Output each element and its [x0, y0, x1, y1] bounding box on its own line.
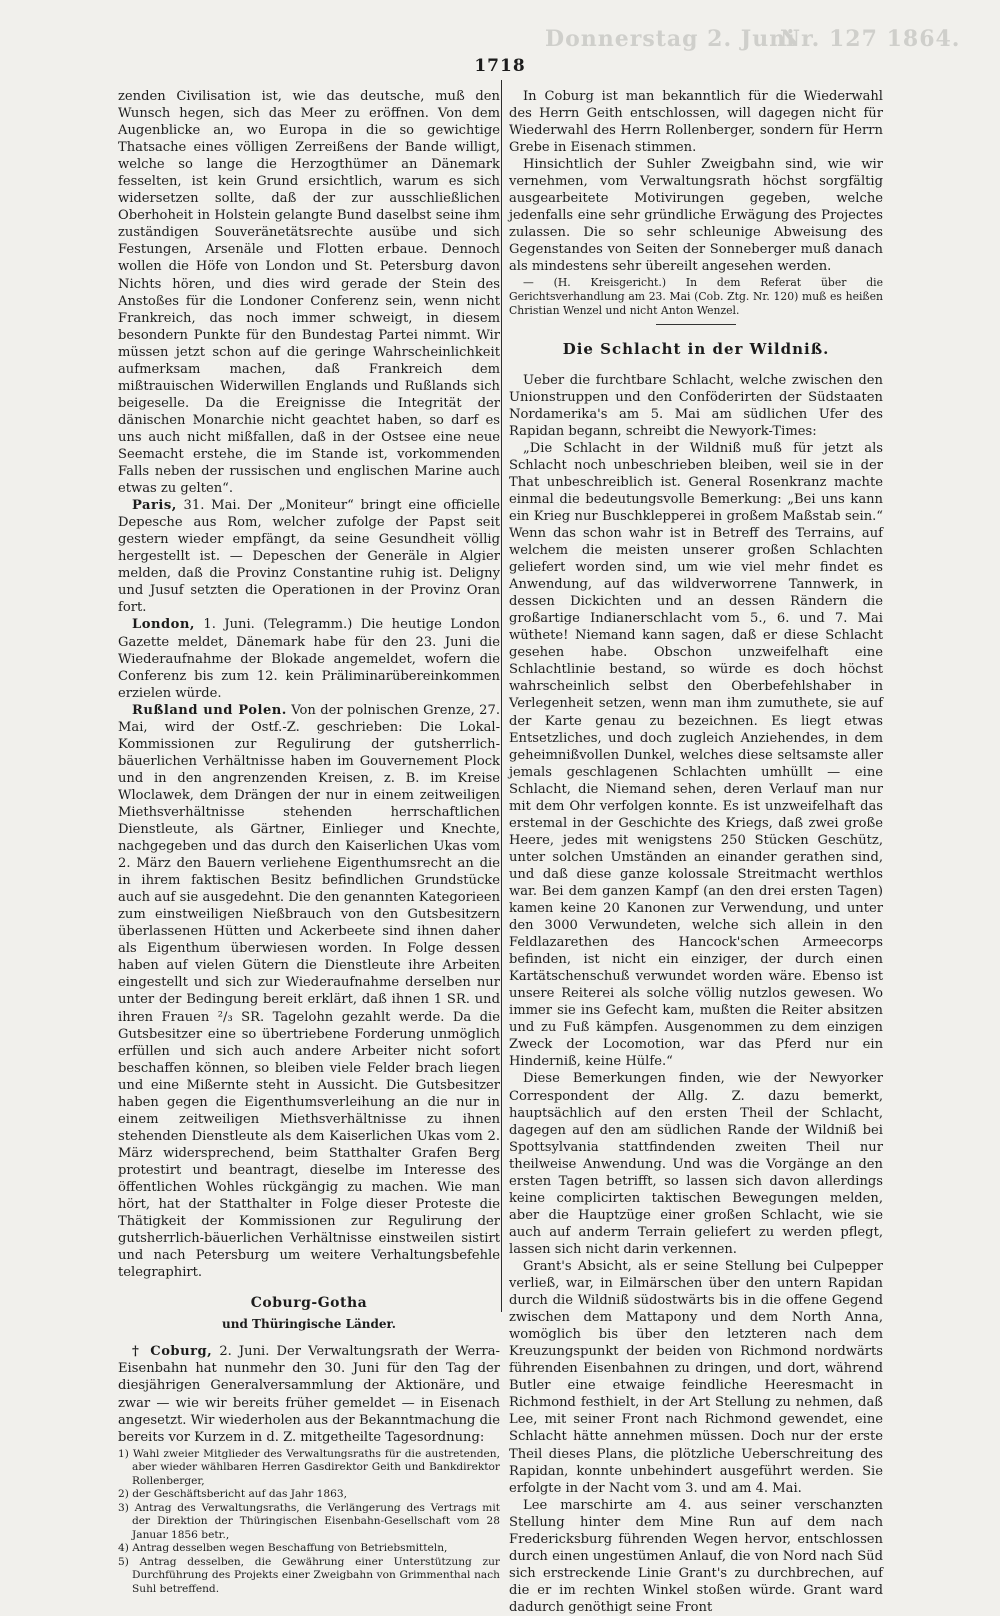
article-paragraph: Hinsichtlich der Suhler Zweigbahn sind, wie wir vernehmen, vom Verwaltungsrath höchst sorgfältig ausgearbeitete Motivirungen gegeben, welche jedenfalls eine sehr gründliche Erwägung des Projectes zulassen. Die so sehr schleunige Abweisung des Gegenstandes von Seiten der Sonneberger muß danach als mindestens sehr übereilt angesehen werden.	[509, 157, 883, 275]
report-text: Von der polnischen Grenze, 27. Mai, wird der Ostf.-Z. geschrieben: Die Lokal-Kommissionen zur Regulirung der gutsherrlich-bäuerlichen Verhältnisse haben im Gouvernement Plock und in den angrenzenden Kreisen, z. B. im Kreise Wloclawek, dem Drängen der nur in einem zeitweiligen Miethsverhältnisse stehenden herrschaftlichen Dienstleute, als Gärtner, Einlieger und Knechte, nachgegeben und das durch den Kaiserlichen Ukas vom 2. März den Bauern verliehene Eigenthumsrecht an die in ihrem faktischen Besitz befindlichen Grundstücke auch auf sie ausgedehnt. Die den genannten Kategorieen zum einstweiligen Nießbrauch von den Gutsbesitzern überlassenen Hütten und Ackerbeete sind ihnen daher als Eigenthum überwiesen worden. In Folge dessen haben auf vielen Gütern die Dienstleute ihre Arbeiten eingestellt und sich zur Wiederaufnahme derselben nur unter der Bedingung bereit erklärt, daß ihnen 1 SR. und ihren Frauen ²/₃ SR. Tagelohn gezahlt werde. Da die Gutsbesitzer eine so übertriebene Forderung unmöglich erfüllen und sich auch andere Arbeiter nicht sofort beschaffen können, so bleiben viele Felder brach liegen und eine Mißernte steht in Aussicht. Die Gutsbesitzer haben gegen die Eigenthumsverleihung an die nur in einem zeitweiligen Miethsverhältnisse zu ihnen stehenden Dienstleute als dem Kaiserlichen Ukas vom 2. März widersprechend, beim Statthalter Grafen Berg protestirt und beantragt, dieselbe im Interesse des öffentlichen Wohles rückgängig zu machen. Wie man hört, hat der Statthalter in Folge dieser Proteste die Thätigkeit der Kommissionen zur Regulirung der gutsherrlich-bäuerlichen Verhältnisse einstweilen sistirt und nach Petersburg um weitere Verhaltungsbefehle telegraphirt.	[118, 702, 501, 1281]
agenda-list	[118, 1448, 500, 1597]
dateline: London,	[132, 617, 195, 633]
paris-report	[118, 497, 500, 616]
left-column	[118, 88, 500, 1596]
agenda-item: 1) Wahl zweier Mitglieder des Verwaltungsraths für die austretenden, aber wieder wählbaren Herren Gasdirektor Geith und Bankdirektor Rollenberger,	[118, 1447, 500, 1487]
bleed-through-text: Nr. 127 1864.	[780, 26, 961, 52]
agenda-item: 3) Antrag des Verwaltungsraths, die Verlängerung des Vertrags mit der Direktion der Thüringischen Eisenbahn-Gesellschaft vom 28 Januar 1856 betr.,	[118, 1501, 500, 1541]
right-column	[509, 88, 883, 1616]
dateline: Paris,	[132, 498, 177, 514]
column-divider	[501, 80, 502, 1312]
separator-rule	[656, 324, 736, 325]
article-title: Die Schlacht in der Wildniß.	[562, 339, 830, 358]
dateline: Rußland und Polen.	[132, 702, 287, 718]
russia-report	[118, 702, 500, 1282]
article-paragraph: Ueber die furchtbare Schlacht, welche zwischen den Unionstruppen und den Conföderirten der Südstaaten Nordamerika's am 5. Mai am südlichen Ufer des Rapidan begann, schreibt die Newyork-Times:	[509, 372, 883, 439]
agenda-item: 5) Antrag desselben, die Gewährung einer Unterstützung zur Durchführung des Projekts einer Zweigbahn von Grimmenthal nach Suhl betreffend.	[118, 1555, 500, 1595]
article-paragraph: In Coburg ist man bekanntlich für die Wiederwahl des Herrn Geith entschlossen, will dagegen nicht für Wiederwahl des Herrn Rollenberger, sondern für Herrn Grebe in Eisenach stimmen.	[509, 89, 883, 156]
section-heading: Coburg-Gotha	[250, 1295, 368, 1312]
report-text: 2. Juni. Der Verwaltungsrath der Werra-Eisenbahn hat nunmehr den 30. Juni für den Tag der diesjährigen Generalversammlung der Aktionäre, und zwar — wie wir bereits früher gemeldet — in Eisenach angesetzt. Wir wiederholen aus der Bekanntmachung die bereits vor Kurzem in d. Z. mitgetheilte Tagesordnung:	[118, 1344, 500, 1445]
page-number: 1718	[474, 56, 526, 76]
agenda-item: 2) der Geschäftsbericht auf das Jahr 1863,	[118, 1488, 347, 1501]
court-note: — (H. Kreisgericht.) In dem Referat über die Gerichtsverhandlung am 23. Mai (Cob. Ztg. Nr. 120) muß es heißen Christian Wenzel und nicht Anton Wenzel.	[509, 275, 883, 317]
coburg-report	[118, 1343, 500, 1445]
article-paragraph: Diese Bemerkungen finden, wie der Newyorker Correspondent der Allg. Z. dazu bemerkt, hauptsächlich auf den ersten Theil der Schlacht, dagegen auf den am südlichen Rande der Wildniß bei Spottsylvania stattfindenden zweiten Theil nur theilweise Anwendung. Und was die Vorgänge an den ersten Tagen betrifft, so lassen sich davon allerdings keine complicirten taktischen Bewegungen melden, aber die Hauptzüge einer großen Schlacht, wie sie auch auf anderm Terrain geliefert zu werden pflegt, lassen sich nicht darin verkennen.	[509, 1071, 883, 1257]
section-subheading: und Thüringische Länder.	[222, 1317, 396, 1332]
dateline: † Coburg,	[132, 1344, 213, 1360]
article-paragraph: Lee marschirte am 4. aus seiner verschanzten Stellung hinter dem Mine Run auf dem nach Fredericksburg führenden Wegen hervor, entschlossen durch einen ungestümen Anlauf, die von Nord nach Süd sich erstreckende Linie Grant's zu durchbrechen, auf die er im rechten Winkel stoßen würde. Grant ward dadurch genöthigt seine Front	[509, 1497, 883, 1615]
report-text: 31. Mai. Der „Moniteur“ bringt eine officielle Depesche aus Rom, welcher zufolge der Papst seit gestern wieder empfängt, da seine Gesundheit völlig hergestellt ist. — Depeschen der Generäle in Algier melden, daß die Provinz Constantine ruhig ist. Deligny und Jusuf setzten die Operationen in der Provinz Oran fort.	[118, 498, 500, 616]
london-report	[118, 616, 500, 701]
article-paragraph: Grant's Absicht, als er seine Stellung bei Culpepper verließ, war, in Eilmärschen über den untern Rapidan durch die Wildniß südostwärts bis in die offene Gegend zwischen dem Mattapony und dem North Anna, womöglich bis über den letzteren nach dem Kreuzungspunkt der beiden von Richmond nordwärts führenden Eisenbahnen zu dringen, und dort, während Butler eine etwaige feindliche Heeresmacht in Richmond festhielt, in der Art Stellung zu nehmen, daß Lee, mit seiner Front nach Richmond gewendet, eine Schlacht hätte annehmen müssen. Doch nur der erste Theil dieses Plans, die plötzliche Ueberschreitung des Rapidan, konnte unbehindert ausgeführt werden. Sie erfolgte in der Nacht vom 3. und am 4. Mai.	[509, 1259, 883, 1496]
bleed-through-text: Donnerstag 2. Juni	[545, 26, 796, 52]
article-paragraph: „Die Schlacht in der Wildniß muß für jetzt als Schlacht noch unbeschrieben bleiben, weil sie in der That unbeschreiblich ist. General Rosenkranz machte einmal die bedeutungsvolle Bemerkung: „Bei uns kann ein Krieg nur Buschklepperei in großem Maßstab sein.“ Wenn das schon wahr ist in Betreff des Terrains, auf welchem die meisten unserer großen Schlachten geliefert worden sind, um wie viel mehr findet es Anwendung, auf das wildverworrene Tannwerk, in dessen Dickichten und an dessen Rändern die großartige Indianerschlacht vom 5., 6. und 7. Mai wüthete! Niemand kann sagen, daß er diese Schlacht gesehen habe. Obschon unzweifelhaft eine Schlachtlinie bestand, so würde es doch höchst wahrscheinlich selbst den Oberbefehlshaber in Verlegenheit setzen, wenn man ihm zumuthete, sie auf der Karte genau zu bezeichnen. Es liegt etwas Entsetzliches, und doch zugleich Anziehendes, in dem geheimnißvollen Dunkel, welches diese seltsamste aller jemals geschlagenen Schlachten umhüllt — eine Schlacht, die Niemand sehen, deren Verlauf man nur mit dem Ohr verfolgen konnte. Es ist unzweifelhaft das erstemal in der Geschichte des Kriegs, daß zwei große Heere, jedes mit wenigstens 250 Stücken Geschütz, unter solchen Umständen an einander gerathen sind, und daß diese ganze kolossale Streitmacht werthlos war. Bei dem ganzen Kampf (an den drei ersten Tagen) kamen keine 20 Kanonen zur Verwendung, und unter den 3000 Verwundeten, welche sich allein in den Feldlazarethen des Hancock'schen Armeecorps befinden, ist nicht ein einziger, der durch einen Kartätschenschuß verwundet worden wäre. Ebenso ist unsere Reiterei als solche völlig nutzlos gewesen. Wo immer sie ins Gefecht kam, mußten die Reiter absitzen und zu Fuß kämpfen. Ausgenommen zu dem einzigen Zweck der Locomotion, war das Pferd nur ein Hinderniß, keine Hülfe.“	[509, 440, 883, 1070]
agenda-item: 4) Antrag desselben wegen Beschaffung von Betriebsmitteln,	[118, 1542, 448, 1555]
article-paragraph: zenden Civilisation ist, wie das deutsche, muß den Wunsch hegen, sich das Meer zu eröffnen. Von dem Augenblicke an, wo Europa in die so gewichtige Thatsache eines völligen Zerreißens der Bande willigt, welche so lange die Herzogthümer an Dänemark fesselten, ist kein Grund ersichtlich, warum es sich widersetzen sollte, daß der zur ausschließlichen Oberhoheit in Holstein gelangte Bund daselbst seine ihm zuständigen Souveränetätsrechte ausübe und sich Festungen, Arsenäle und Flotten erbaue. Dennoch wollen die Höfe von London und St. Petersburg davon Nichts hören, und dies wird gerade der Stein des Anstoßes für die Londoner Conferenz sein, wenn nicht Frankreich, das noch immer schweigt, in diesem besondern Punkte für den Bundestag Partei nimmt. Wir müssen jetzt schon auf die geringe Wahrscheinlichkeit aufmerksam machen, daß Frankreich dem mißtrauischen Widerwillen Englands und Rußlands sich beigeselle. Da die Ereignisse die Integrität der dänischen Monarchie nicht geachtet haben, so darf es uns auch nicht mißfallen, daß in der Ostsee eine neue Seemacht erstehe, die im Stande ist, vorkommenden Falls neben der russischen und englischen Marine auch etwas zu gelten“.	[118, 89, 500, 497]
report-text: 1. Juni. (Telegramm.) Die heutige London Gazette meldet, Dänemark habe für den 23. Juni die Wiederaufnahme der Blokade angemeldet, wofern die Conferenz bis zum 12. kein Präliminarübereinkommen erzielen würde.	[118, 617, 500, 701]
